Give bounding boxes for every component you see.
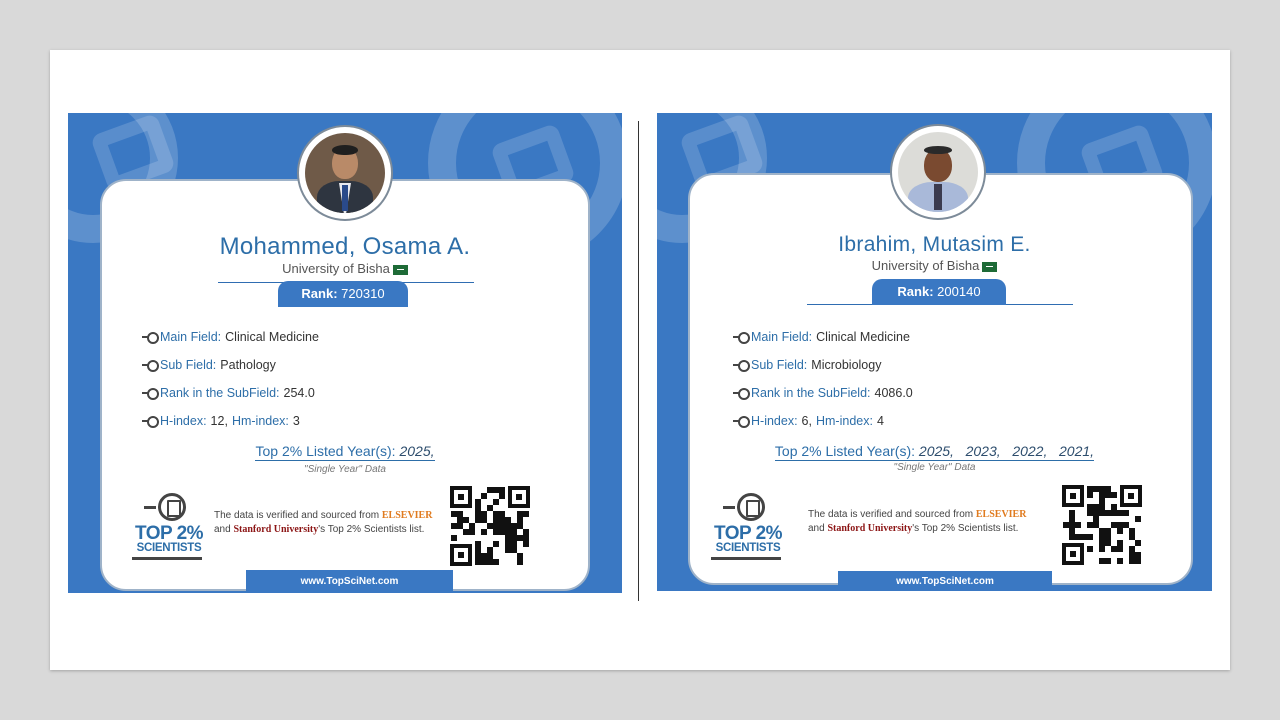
bullet-icon	[142, 416, 156, 426]
rank-value: 720310	[341, 286, 385, 301]
field-key: Main Field:	[160, 330, 222, 344]
field-value: Clinical Medicine	[816, 330, 910, 344]
bullet-icon	[142, 360, 156, 370]
magnifier-icon	[737, 493, 765, 521]
rank-label: Rank:	[897, 284, 934, 299]
field-key: Sub Field:	[160, 358, 217, 372]
listed-label: Top 2% Listed Year(s):	[774, 443, 916, 459]
listed-years-value: 2025,	[399, 443, 435, 459]
field-key: H-index:	[160, 414, 207, 428]
verify-suffix: 's Top 2% Scientists list.	[912, 523, 1019, 534]
listed-years-value: 2025, 2023, 2022, 2021,	[918, 443, 1095, 459]
field-value: 6,	[801, 414, 812, 428]
verification-text	[214, 509, 434, 537]
field-key-2: Hm-index:	[815, 414, 873, 428]
rank-badge	[872, 279, 1006, 305]
saudi-flag-icon	[982, 262, 997, 272]
field-value: Microbiology	[811, 358, 882, 372]
single-year-note: "Single Year" Data	[893, 462, 976, 473]
field-hindex	[142, 407, 319, 435]
rank-value: 200140	[937, 284, 981, 299]
verify-prefix: The data is verified and sourced from	[214, 510, 380, 521]
rank-label: Rank:	[301, 286, 338, 301]
verify-prefix: The data is verified and sourced from	[808, 509, 974, 520]
field-value: 254.0	[283, 386, 315, 400]
slide-divider	[638, 121, 639, 601]
bullet-icon	[733, 388, 747, 398]
verify-suffix: 's Top 2% Scientists list.	[318, 524, 425, 535]
field-sub	[142, 351, 319, 379]
stanford-text: Stanford University	[233, 524, 319, 535]
bullet-icon	[733, 360, 747, 370]
logo-line2: SCIENTISTS	[715, 542, 781, 554]
listed-label: Top 2% Listed Year(s):	[255, 443, 396, 459]
magnifier-icon	[158, 493, 186, 521]
field-key-2: Hm-index:	[231, 414, 289, 428]
university-name: University of Bisha	[282, 261, 390, 276]
field-key: Rank in the SubField:	[751, 386, 871, 400]
field-main	[142, 323, 319, 351]
logo-line1: TOP 2%	[134, 523, 204, 544]
scientist-name: Mohammed, Osama A.	[219, 233, 471, 260]
listed-years	[68, 443, 622, 459]
field-value: 4086.0	[874, 386, 913, 400]
verify-and: and	[808, 523, 825, 534]
field-main	[733, 323, 913, 351]
profile-photo	[297, 125, 393, 221]
top2-scientists-logo	[132, 493, 206, 563]
field-key: Main Field:	[751, 330, 813, 344]
university	[657, 258, 1212, 273]
elsevier-text: ELSEVIER	[381, 510, 433, 521]
single-year-note: "Single Year" Data	[304, 464, 386, 475]
listed-years	[657, 443, 1212, 459]
elsevier-text: ELSEVIER	[975, 509, 1027, 520]
field-list	[142, 323, 319, 435]
bullet-icon	[733, 332, 747, 342]
field-subfield-rank	[733, 379, 913, 407]
scientist-name: Ibrahim, Mutasim E.	[838, 233, 1031, 256]
website-footer[interactable]: www.TopSciNet.com	[246, 570, 453, 593]
logo-line2: SCIENTISTS	[136, 542, 202, 554]
field-value: Clinical Medicine	[225, 330, 319, 344]
saudi-flag-icon	[393, 265, 408, 275]
field-hindex	[733, 407, 913, 435]
bullet-icon	[733, 416, 747, 426]
website-footer[interactable]: www.TopSciNet.com	[838, 571, 1052, 591]
scientist-card-2	[657, 113, 1212, 591]
stanford-text: Stanford University	[827, 523, 913, 534]
field-list	[733, 323, 913, 435]
field-value: 12,	[210, 414, 228, 428]
field-value: Pathology	[220, 358, 276, 372]
scientist-card-1	[68, 113, 622, 593]
field-key: Sub Field:	[751, 358, 808, 372]
qr-code-icon[interactable]	[1062, 485, 1142, 565]
field-key: Rank in the SubField:	[160, 386, 280, 400]
verification-text	[808, 508, 1038, 536]
university-name: University of Bisha	[871, 258, 980, 273]
field-value-2: 4	[876, 414, 884, 428]
logo-line1: TOP 2%	[713, 523, 783, 544]
university	[68, 261, 622, 276]
profile-photo	[890, 124, 986, 220]
rank-badge	[278, 281, 408, 307]
qr-code-icon[interactable]	[450, 486, 530, 566]
bullet-icon	[142, 388, 156, 398]
field-key: H-index:	[751, 414, 798, 428]
top2-scientists-logo	[711, 493, 785, 563]
field-value-2: 3	[292, 414, 300, 428]
verify-and: and	[214, 524, 231, 535]
bullet-icon	[142, 332, 156, 342]
field-sub	[733, 351, 913, 379]
field-subfield-rank	[142, 379, 319, 407]
